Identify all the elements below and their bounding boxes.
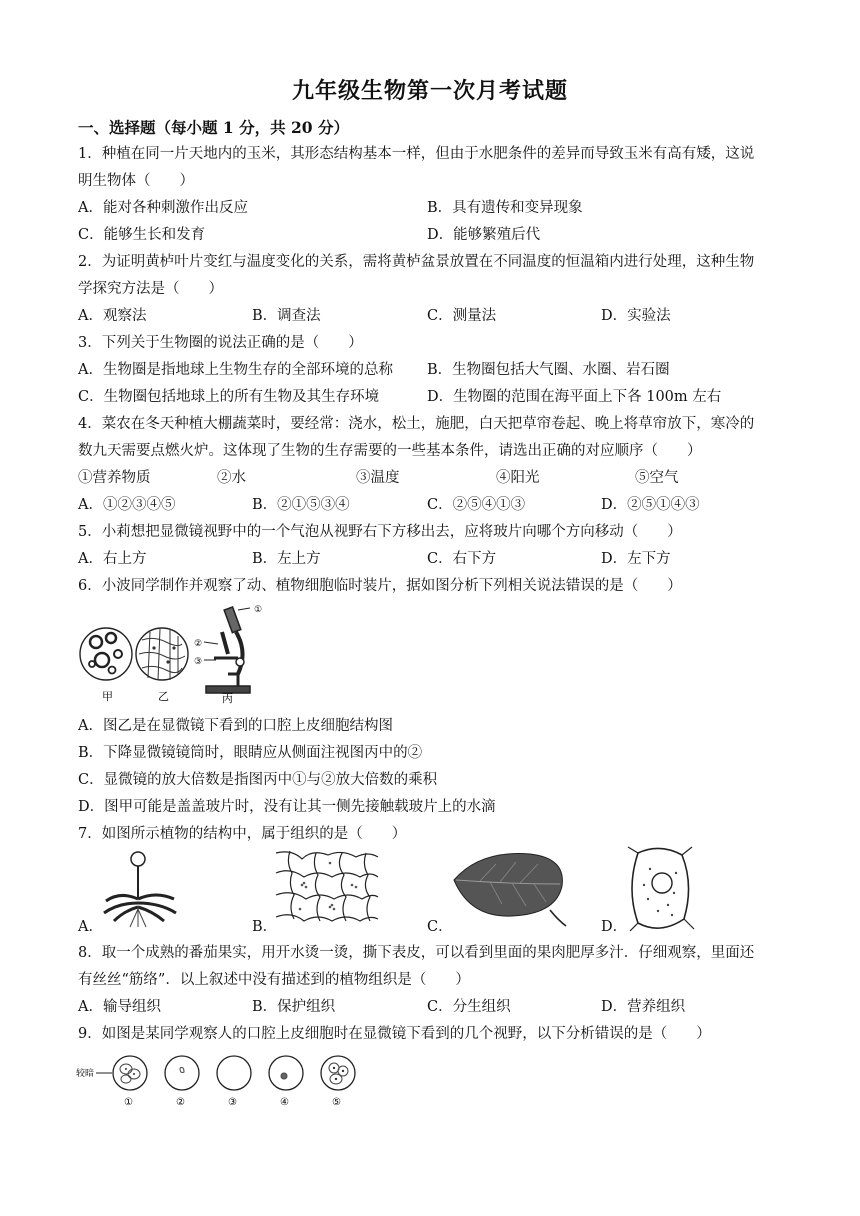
question-5-option-b: B．左上方 <box>252 551 321 567</box>
question-8-stem-line-2: 有丝丝“筋络”．以上叙述中没有描述到的植物组织是（ ） <box>78 972 470 988</box>
question-1-stem-line-2: 明生物体（ ） <box>78 173 194 189</box>
view-side-label: 较暗 <box>76 1069 95 1079</box>
question-2-option-a: A．观察法 <box>78 308 147 324</box>
question-7-option-b: B． <box>252 919 278 935</box>
question-7-option-a: A． <box>78 919 103 935</box>
question-4-option-c: C．②⑤④①③ <box>427 497 526 513</box>
leaf-image <box>450 850 570 928</box>
question-2-stem-line-2: 学探究方法是（ ） <box>78 281 223 297</box>
page-title: 九年级生物第一次月考试题 <box>291 78 568 104</box>
figure-label-jia: 甲 <box>102 690 113 703</box>
question-7-option-c: C． <box>427 919 453 935</box>
question-6-figure <box>78 602 268 704</box>
question-4-option-a: A．①②③④⑤ <box>78 497 176 513</box>
view-label-5: ⑤ <box>332 1097 341 1108</box>
figure-label-yi: 乙 <box>158 690 169 703</box>
plant-whole-image <box>100 847 180 929</box>
view-label-3: ③ <box>228 1097 237 1108</box>
view-2-circle <box>165 1056 199 1090</box>
question-4-item-1: ①营养物质 <box>78 470 151 486</box>
question-4-item-2: ②水 <box>217 470 246 486</box>
question-3-option-b: B．生物圈包括大气圈、水圈、岩石圈 <box>427 362 670 378</box>
microscope-mark-3: ③ <box>194 657 203 667</box>
question-8-option-d: D．营养组织 <box>601 999 686 1015</box>
question-6-option-a: A．图乙是在显微镜下看到的口腔上皮细胞结构图 <box>78 718 393 734</box>
question-4-stem-line-1: 4．菜农在冬天种植大棚蔬菜时，要经常：浇水，松土，施肥，白天把草帘卷起、晚上将草帘放下，寒冷的 <box>78 416 755 432</box>
question-2-option-c: C．测量法 <box>427 308 497 324</box>
section-heading: 一、选择题（每小题 1 分，共 20 分） <box>78 118 349 137</box>
question-8-option-a: A．输导组织 <box>78 999 161 1015</box>
question-3-stem: 3．下列关于生物圈的说法正确的是（ ） <box>78 335 363 351</box>
figure-yi-plant-cells <box>136 628 188 680</box>
question-1-option-d: D．能够繁殖后代 <box>427 227 541 243</box>
question-6-option-b: B．下降显微镜镜筒时，眼睛应从侧面注视图丙中的② <box>78 745 423 761</box>
question-6-stem: 6．小波同学制作并观察了动、植物细胞临时装片，据如图分析下列相关说法错误的是（ ） <box>78 578 682 594</box>
question-3-option-a: A．生物圈是指地球上生物生存的全部环境的总称 <box>78 362 393 378</box>
single-cell-image <box>624 845 696 933</box>
question-4-option-b: B．②①⑤③④ <box>252 497 350 513</box>
question-1-option-b: B．具有遗传和变异现象 <box>427 200 583 216</box>
question-9-stem: 9．如图是某同学观察人的口腔上皮细胞时在显微镜下看到的几个视野，以下分析错误的是（ ） <box>78 1026 711 1042</box>
question-3-option-d: D．生物圈的范围在海平面上下各 100m 左右 <box>427 389 722 405</box>
question-5-option-d: D．左下方 <box>601 551 671 567</box>
question-8-option-c: C．分生组织 <box>427 999 511 1015</box>
question-2-stem-line-1: 2．为证明黄栌叶片变红与温度变化的关系，需将黄栌盆景放置在不同温度的恒温箱内进行处理，这种生物 <box>78 254 755 270</box>
question-5-option-c: C．右下方 <box>427 551 497 567</box>
question-2-option-d: D．实验法 <box>601 308 671 324</box>
figure-label-bing: 丙 <box>222 692 233 704</box>
question-5-option-a: A．右上方 <box>78 551 147 567</box>
question-8-stem-line-1: 8．取一个成熟的番茄果实，用开水烫一烫，撕下表皮，可以看到里面的果肉肥厚多汁．仔细观察，里面还 <box>78 945 755 961</box>
question-3-option-c: C．生物圈包括地球上的所有生物及其生存环境 <box>78 389 380 405</box>
view-label-4: ④ <box>280 1097 289 1108</box>
view-3-circle <box>217 1056 251 1090</box>
microscope-mark-1: ① <box>254 605 263 615</box>
question-7-option-d: D． <box>601 919 628 935</box>
question-5-stem: 5．小莉想把显微镜视野中的一个气泡从视野右下方移出去，应将玻片向哪个方向移动（ ） <box>78 524 682 540</box>
question-6-option-c: C．显微镜的放大倍数是指图丙中①与②放大倍数的乘积 <box>78 772 438 788</box>
microscope-mark-2: ② <box>194 639 203 649</box>
view-4-circle <box>269 1056 303 1090</box>
question-6-option-d: D．图甲可能是盖盖玻片时，没有让其一侧先接触载玻片上的水滴 <box>78 799 496 815</box>
question-1-option-c: C．能够生长和发育 <box>78 227 206 243</box>
question-1-stem-line-1: 1．种植在同一片天地内的玉米，其形态结构基本一样，但由于水肥条件的差异而导致玉米有高有矮，这说 <box>78 146 755 162</box>
question-4-item-5: ⑤空气 <box>635 470 679 486</box>
question-4-item-4: ④阳光 <box>496 470 540 486</box>
question-1-option-a: A．能对各种刺激作出反应 <box>78 200 248 216</box>
question-4-option-d: D．②⑤①④③ <box>601 497 700 513</box>
question-9-figure <box>76 1052 366 1110</box>
question-2-option-b: B．调查法 <box>252 308 321 324</box>
figure-bing-microscope <box>204 607 250 693</box>
question-4-item-3: ③温度 <box>356 470 400 486</box>
view-label-2: ② <box>176 1097 185 1108</box>
question-7-stem: 7．如图所示植物的结构中，属于组织的是（ ） <box>78 826 407 842</box>
view-label-1: ① <box>124 1097 133 1108</box>
question-4-stem-line-2: 数九天需要点燃火炉。这体现了生物的生存需要的一些基本条件，请选出正确的对应顺序（ ） <box>78 443 702 459</box>
question-8-option-b: B．保护组织 <box>252 999 336 1015</box>
epidermis-cells-image <box>272 847 382 929</box>
figure-jia-bubbles <box>80 628 132 680</box>
